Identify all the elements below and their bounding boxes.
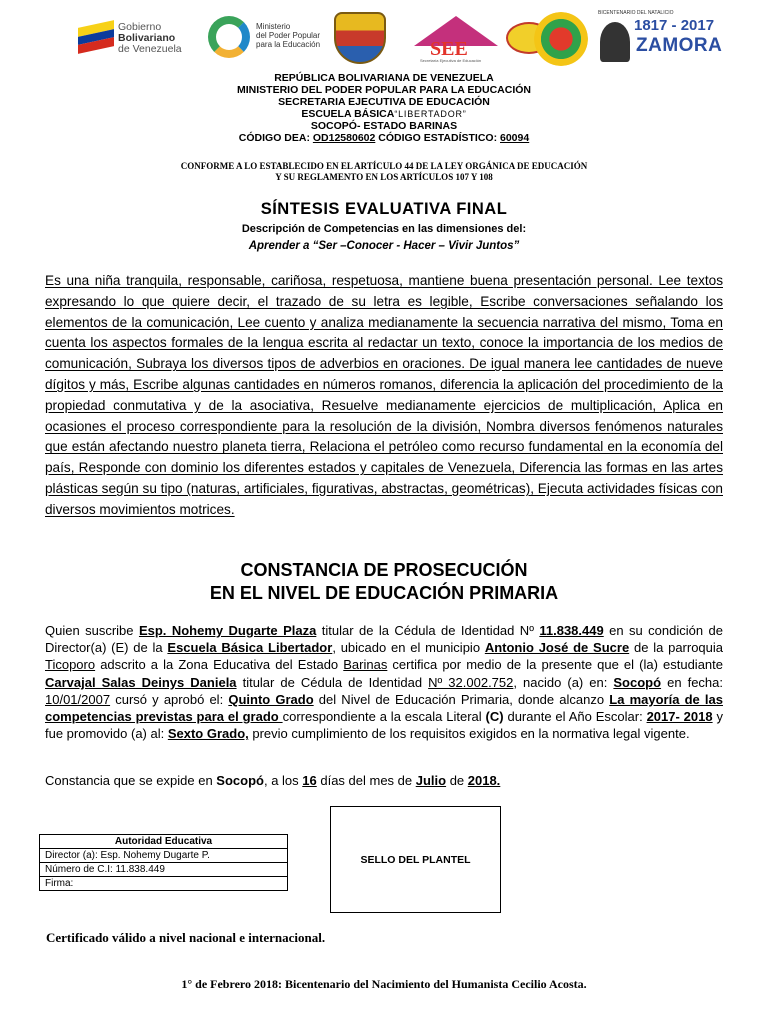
- see-logo-subtitle: Secretaría Ejecutiva de Educación: [420, 58, 482, 63]
- authority-table: [39, 834, 288, 891]
- zamora-portrait-icon: [600, 22, 630, 62]
- synthesis-text: Es una niña tranquila, responsable, cariñosa, respetuosa, mantiene buena presentación personal. Lee textos expresando lo que quiere decir, el trazado de su letra es legible, Escribe conversaciones señalando los elementos de la comunicación, Lee cuento y analiza medianamente la secuencia narrativa del mismo, Toma en cuenta los aspectos formales de la lengua escrita al redactar un texto, conoce la importancia de los medios de comunicación, Subraya los diversos tipos de adverbios en oraciones. De igual manera lee cantidades de nueve dígitos y más, Escribe algunas cantidades en números romanos, diferencia la aplicación del procedimiento de la propiedad conmutativa y de la asociativa, Resuelve medianamente ejercicios de multiplicación, Aplica en ocasiones el proceso correspondiente para la resolución de la división, Nombra diversos fenómenos naturales que están afectando nuestro planeta tierra, Relaciona el petróleo como recurso fundamental en la economía del país, Responde con dominio los diferentes estados y capitales de Venezuela, Diferencia las formas en las artes plásticas según su tipo (naturas, artificiales, figurativas, abstractas, geométricas), Ejecuta actividades físicas con diversos movimientos motrices.: [45, 273, 723, 517]
- dea-code: OD12580602: [312, 132, 376, 144]
- certificate-body: Quien suscribe Esp. Nohemy Dugarte Plaza titular de la Cédula de Identidad Nº 11.838.449 en su condición de Director(a) (E) de la Escuela Básica Libertador, ubicado en el municipio Antonio José de Sucre de la parroquia Ticoporo adscrito a la Zona Educativa del Estado Barinas certifica por medio de la presente que el (la) estudiante Carvajal Salas Deinys Daniela titular de Cédula de Identidad Nº 32.002.752, nacido (a) en: Socopó en fecha: 10/01/2007 cursó y aprobó el: Quinto Grado del Nivel de Educación Primaria, donde alcanzo La mayoría de las competencias previstas para el grado correspondiente a la escala Literal (C) durante el Año Escolar: 2017- 2018 y fue promovido (a) al: Sexto Grado, previo cumplimiento de los requisitos exigidos en la normativa legal vigente.: [45, 623, 724, 742]
- authority-table-header: Autoridad Educativa: [40, 835, 288, 849]
- ministerio-line-3: para la Educación: [256, 40, 321, 49]
- logo-strip: [70, 8, 723, 68]
- sun-emblem-icon: [524, 8, 598, 68]
- coat-of-arms-icon: [328, 8, 394, 68]
- zamora-name: ZAMORA: [636, 35, 723, 56]
- director-name: Esp. Nohemy Dugarte Plaza: [138, 623, 317, 638]
- validity-note: Certificado válido a nivel nacional e internacional.: [46, 930, 326, 945]
- authority-signature: Firma:: [40, 877, 288, 891]
- venezuela-flag-icon: [78, 20, 114, 54]
- literal-scale: (C): [485, 709, 504, 725]
- authority-ci: Número de C.I: 11.838.449: [40, 863, 288, 877]
- birthplace: Socopó: [613, 674, 662, 690]
- gobierno-line-1: Gobierno: [118, 21, 162, 33]
- school-seal-box: [330, 806, 501, 913]
- issued-month: Julio: [415, 773, 447, 788]
- issued-year: 2018.: [467, 773, 501, 788]
- issued-place: Socopó: [216, 773, 264, 788]
- certificate-title-line-1: CONSTANCIA DE PROSECUCIÓN: [240, 560, 528, 580]
- institution-header: [0, 72, 768, 144]
- student-ci: Nº 32.002.752: [428, 674, 514, 690]
- footer-note: 1° de Febrero 2018: Bicentenario del Nacimiento del Humanista Cecilio Acosta.: [181, 977, 587, 991]
- see-logo-text: SEE: [430, 38, 468, 60]
- issued-statement: Constancia que se expide en Socopó, a los 16 días del mes de Julio de 2018.: [45, 773, 501, 788]
- school-year: 2017- 2018: [646, 709, 713, 725]
- see-logo: [410, 8, 502, 68]
- synthesis-title: SÍNTESIS EVALUATIVA FINAL: [260, 200, 508, 218]
- promoted-grade: Sexto Grado,: [167, 726, 249, 742]
- ministerio-line-2: del Poder Popular: [256, 31, 321, 40]
- certificate-title: [0, 559, 768, 605]
- legal-basis: [0, 161, 768, 183]
- authority-director: Director (a): Esp. Nohemy Dugarte P.: [40, 849, 288, 863]
- certificate-title-line-2: EN EL NIVEL DE EDUCACIÓN PRIMARIA: [209, 583, 559, 603]
- completed-grade: Quinto Grado: [228, 691, 314, 707]
- gobierno-line-3: de Venezuela: [118, 43, 182, 55]
- gobierno-line-2: Bolivariano: [118, 32, 176, 44]
- state: Barinas: [343, 657, 388, 673]
- legal-basis-line-2: Y SU REGLAMENTO EN LOS ARTÍCULOS 107 Y 108: [275, 172, 493, 182]
- ministerio-ring-icon: [208, 16, 250, 58]
- gobierno-bolivariano-logo: [74, 8, 199, 68]
- statistical-code: 60094: [500, 132, 530, 144]
- header-codes: CÓDIGO DEA: OD12580602 CÓDIGO ESTADÍSTICO: 60094: [238, 132, 530, 144]
- ministerio-logo: [208, 8, 326, 68]
- header-location: SOCOPÓ- ESTADO BARINAS: [310, 120, 458, 132]
- header-secretariat: SECRETARIA EJECUTIVA DE EDUCACIÓN: [278, 96, 490, 108]
- legal-basis-line-1: CONFORME A LO ESTABLECIDO EN EL ARTÍCULO 44 DE LA LEY ORGÁNICA DE EDUCACIÓN: [180, 161, 588, 171]
- zamora-top-text: BICENTENARIO DEL NATALICIO: [598, 10, 674, 16]
- synthesis-subtitle: Descripción de Competencias en las dimensiones del:: [241, 223, 527, 235]
- achievement: La mayoría de las competencias previstas para el grado: [45, 691, 723, 725]
- director-ci: 11.838.449: [539, 623, 604, 638]
- synthesis-dimensions: Aprender a “Ser –Conocer - Hacer – Vivir Juntos”: [248, 240, 520, 252]
- zamora-bicentennial-logo: [596, 8, 722, 68]
- birthdate: 10/01/2007: [45, 691, 111, 707]
- ministerio-line-1: Ministerio: [256, 22, 291, 31]
- issued-day: 16: [302, 773, 317, 788]
- zamora-years: 1817 - 2017: [634, 17, 715, 34]
- header-republic: REPÚBLICA BOLIVARIANA DE VENEZUELA: [274, 72, 494, 84]
- school-name: Escuela Básica Libertador: [167, 640, 333, 656]
- student-name: Carvajal Salas Deinys Daniela: [45, 674, 237, 690]
- header-ministry: MINISTERIO DEL PODER POPULAR PARA LA EDUCACIÓN: [236, 84, 531, 96]
- school-seal-label: SELLO DEL PLANTEL: [360, 853, 471, 866]
- parish: Ticoporo: [45, 657, 96, 673]
- municipality: Antonio José de Sucre: [484, 640, 630, 656]
- header-school: ESCUELA BÁSICA“LIBERTADOR”: [301, 108, 467, 120]
